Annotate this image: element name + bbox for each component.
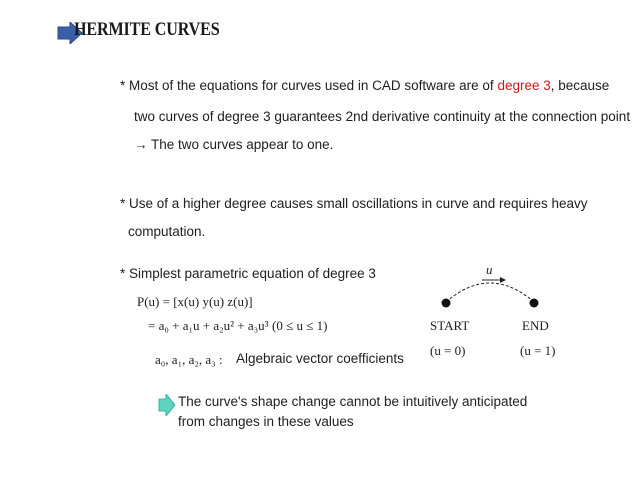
bullet-2-line-1: * Use of a higher degree causes small oscillations in curve and requires heavy — [120, 196, 588, 211]
bullet-1-line-1 — [120, 78, 609, 93]
curve-path — [446, 283, 534, 302]
coefficients-list: a₀, a₁, a₂, a₃ : — [155, 352, 223, 367]
start-condition: (u = 0) — [430, 343, 466, 358]
curve-diagram — [430, 258, 560, 318]
end-point — [530, 299, 539, 308]
equation-2-range: (0 ≤ u ≤ 1) — [272, 318, 328, 333]
param-label: u — [486, 262, 493, 277]
slide-title: HERMITE CURVES — [74, 19, 220, 40]
start-point — [442, 299, 451, 308]
equation-1: P(u) = [x(u) y(u) z(u)] — [137, 294, 253, 309]
bullet-1-text-post: , because — [550, 78, 610, 93]
bullet-1-highlight: degree 3 — [497, 78, 551, 93]
param-arrow-head — [500, 277, 506, 283]
bullet-1-text-pre: * Most of the equations for curves used in CAD software are of — [120, 78, 498, 93]
bullet-3-line-1: * Simplest parametric equation of degree 3 — [120, 266, 376, 281]
coefficients-description: Algebraic vector coefficients — [236, 351, 404, 366]
end-condition: (u = 1) — [520, 343, 556, 358]
bullet-2-line-2: computation. — [128, 224, 206, 239]
bullet-1-line-3: → The two curves appear to one. — [134, 137, 334, 152]
bullet-1-line-2: two curves of degree 3 guarantees 2nd derivative continuity at the connection point — [134, 109, 631, 124]
note-line-1: The curve's shape change cannot be intuitively anticipated — [178, 394, 528, 409]
equation-2: = a₀ + a₁u + a₂u² + a₃u³ — [148, 318, 269, 333]
teal-arrow-icon — [158, 394, 176, 416]
end-label: END — [522, 318, 549, 333]
note-line-2: from changes in these values — [178, 414, 354, 429]
start-label: START — [430, 318, 470, 333]
